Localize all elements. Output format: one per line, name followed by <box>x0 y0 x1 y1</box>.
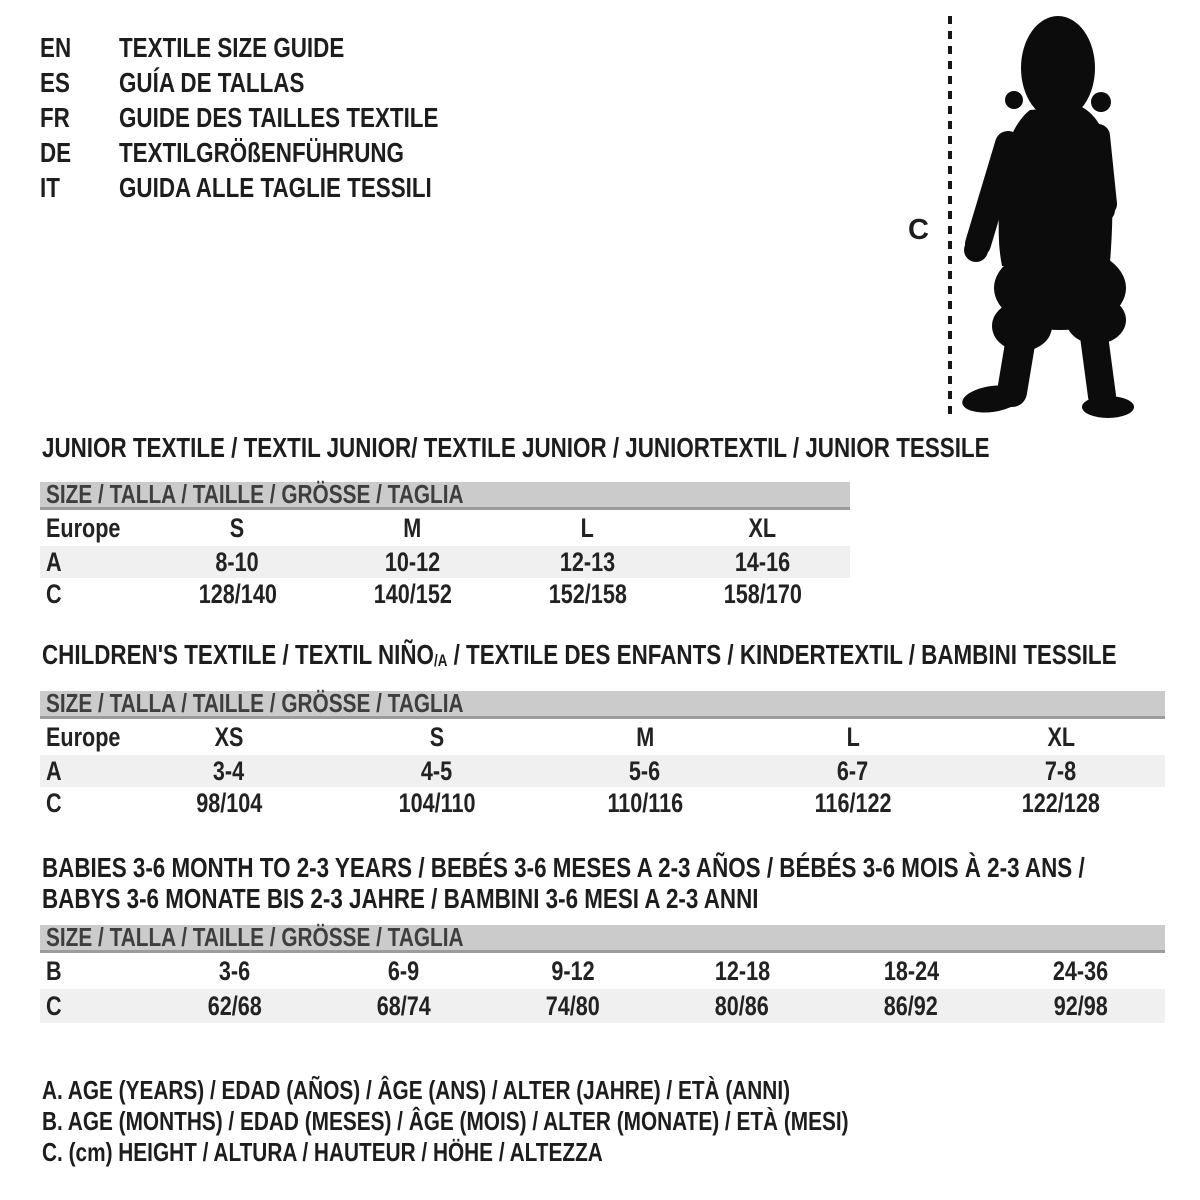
legend-line-a: A. AGE (YEARS) / EDAD (AÑOS) / ÂGE (ANS) / ALTER (JAHRE) / ETÀ (ANNI) <box>42 1075 791 1105</box>
title-part: / TEXTILE DES ENFANTS / KINDERTEXTIL / BAMBINI TESSILE <box>447 639 1117 670</box>
table-row-a <box>40 755 1165 787</box>
row-label-cell: Europe <box>46 721 121 752</box>
table-row-c <box>40 787 1165 819</box>
size-header-label: SIZE / TALLA / TAILLE / GRÖSSE / TAGLIA <box>46 479 464 509</box>
title-part: CHILDREN'S TEXTILE / TEXTIL NIÑO <box>42 639 434 670</box>
size-cell: XL <box>1047 721 1075 752</box>
junior-size-table <box>40 479 850 610</box>
age-cell: 5-6 <box>629 755 661 786</box>
size-cell: L <box>580 512 595 543</box>
row-label-cell: C <box>46 990 62 1021</box>
toddler-silhouette <box>960 14 1136 420</box>
height-cell: 110/116 <box>607 787 683 818</box>
language-label: TEXTILE SIZE GUIDE <box>119 32 345 63</box>
language-code: IT <box>40 172 60 203</box>
height-cell: 62/68 <box>207 990 262 1021</box>
title-line: BABIES 3-6 MONTH TO 2-3 YEARS / BEBÉS 3-6 MESES A 2-3 AÑOS / BÉBÉS 3-6 MOIS À 2-3 ANS / <box>42 852 1085 883</box>
height-cell: 122/128 <box>1021 787 1101 818</box>
height-cell: 128/140 <box>198 578 277 609</box>
language-label: GUIDA ALLE TAGLIE TESSILI <box>119 172 432 203</box>
legend-line-b: B. AGE (MONTHS) / EDAD (MESES) / ÂGE (MOIS) / ALTER (MONATE) / ETÀ (MESI) <box>42 1106 849 1136</box>
age-cell: 7-8 <box>1045 755 1077 786</box>
row-label-cell: C <box>46 787 62 818</box>
row-label-cell: Europe <box>46 512 121 543</box>
size-cell: S <box>429 721 445 752</box>
height-measure-dashed-line <box>948 16 952 415</box>
children-size-table <box>40 688 1165 819</box>
language-code: DE <box>40 137 72 168</box>
height-cell: 152/158 <box>548 578 627 609</box>
language-code: EN <box>40 32 72 63</box>
age-cell: 24-36 <box>1052 955 1109 986</box>
title-line: BABYS 3-6 MONATE BIS 2-3 JAHRE / BAMBINI 3-6 MESI A 2-3 ANNI <box>42 883 759 914</box>
height-cell: 98/104 <box>195 787 263 818</box>
age-cell: 12-13 <box>559 546 616 577</box>
language-row-it <box>40 170 518 205</box>
legend-line-c: C. (cm) HEIGHT / ALTURA / HAUTEUR / HÖHE / ALTEZZA <box>42 1137 603 1167</box>
table-row-europe <box>40 719 1165 755</box>
height-cell: 74/80 <box>545 990 600 1021</box>
age-cell: 8-10 <box>215 546 260 577</box>
row-label-cell: B <box>46 955 62 986</box>
age-cell: 10-12 <box>384 546 441 577</box>
language-label: TEXTILGRÖßENFÜHRUNG <box>119 137 404 168</box>
size-cell: XS <box>214 721 244 752</box>
children-section-title <box>42 639 1200 674</box>
age-cell: 3-6 <box>218 955 251 986</box>
size-header-label: SIZE / TALLA / TAILLE / GRÖSSE / TAGLIA <box>46 688 464 718</box>
size-header-label: SIZE / TALLA / TAILLE / GRÖSSE / TAGLIA <box>46 922 464 952</box>
height-cell: 68/74 <box>376 990 431 1021</box>
height-cell: 80/86 <box>715 990 770 1021</box>
height-cell: 104/110 <box>398 787 476 818</box>
age-cell: 6-7 <box>837 755 869 786</box>
height-cell: 140/152 <box>373 578 452 609</box>
age-cell: 6-9 <box>388 955 420 986</box>
row-label-cell: A <box>46 546 62 577</box>
language-row-fr <box>40 100 518 135</box>
babies-size-table <box>40 922 1165 1023</box>
age-cell: 4-5 <box>421 755 453 786</box>
measure-legend <box>42 1075 1050 1168</box>
language-row-de <box>40 135 518 170</box>
age-cell: 14-16 <box>734 546 791 577</box>
size-cell: XL <box>748 512 777 543</box>
age-cell: 9-12 <box>551 955 595 986</box>
size-cell: L <box>846 721 860 752</box>
height-cell: 116/122 <box>814 787 892 818</box>
height-cell: 158/170 <box>723 578 802 609</box>
measure-c-label: C <box>908 214 929 246</box>
table-row-europe <box>40 510 850 546</box>
age-cell: 12-18 <box>714 955 770 986</box>
age-cell: 3-4 <box>213 755 245 786</box>
size-header-bar <box>40 479 850 510</box>
height-cell: 86/92 <box>884 990 939 1021</box>
height-cell: 92/98 <box>1053 990 1108 1021</box>
language-row-en <box>40 30 518 65</box>
language-label: GUIDE DES TAILLES TEXTILE <box>119 102 439 133</box>
language-code: FR <box>40 102 70 133</box>
row-label-cell: C <box>46 578 62 609</box>
size-header-bar <box>40 922 1165 953</box>
title-subscript: /A <box>433 651 448 671</box>
table-row-c <box>40 989 1165 1023</box>
language-row-es <box>40 65 518 100</box>
age-cell: 18-24 <box>883 955 939 986</box>
language-label: GUÍA DE TALLAS <box>119 67 305 98</box>
size-cell: M <box>403 512 422 543</box>
language-header <box>40 30 518 205</box>
size-cell: M <box>636 721 654 752</box>
size-header-bar <box>40 688 1165 719</box>
table-row-a <box>40 546 850 578</box>
size-cell: S <box>230 512 245 543</box>
language-code: ES <box>40 67 70 98</box>
table-row-b <box>40 953 1165 989</box>
table-row-c <box>40 578 850 610</box>
junior-section-title: JUNIOR TEXTILE / TEXTIL JUNIOR/ TEXTILE JUNIOR / JUNIORTEXTIL / JUNIOR TESSILE <box>42 432 990 463</box>
row-label-cell: A <box>46 755 62 786</box>
babies-section-title <box>42 852 1200 914</box>
